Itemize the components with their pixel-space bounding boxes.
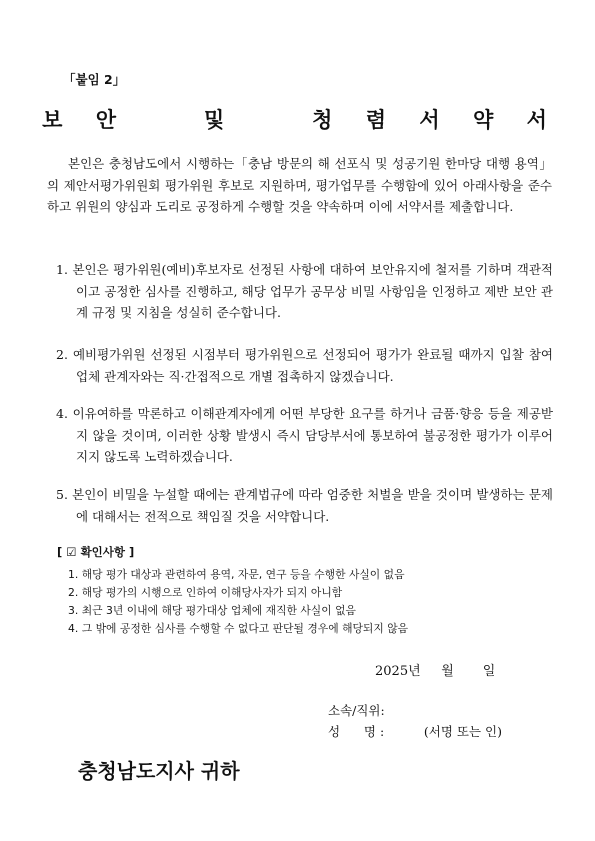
addressee: 충청남도지사 귀하 — [78, 759, 240, 783]
checklist — [68, 566, 408, 638]
checklist-item: 2. 해당 평가의 시행으로 인하여 이해당사자가 되지 아니함 — [68, 586, 343, 599]
affiliation-label: 소속/직위: — [328, 703, 385, 718]
pledge-item-3: 4. 이유여하를 막론하고 이해관계자에게 어떤 부당한 요구를 하거나 금품·향응 등을 제공받지 않을 것이며, 이러한 상황 발생시 즉시 담당부서에 통보하여 불공정한 평가가 이루어지지 않도록 노력하겠습니다. — [56, 406, 553, 465]
checklist-item: 1. 해당 평가 대상과 관련하여 용역, 자문, 연구 등을 수행한 사실이 없음 — [68, 568, 405, 581]
checklist-heading: [ ☑ 확인사항 ] — [57, 545, 135, 559]
document-title: 보 안 및 청 렴 서 약 서 — [42, 108, 553, 132]
pledge-item-4: 5. 본인이 비밀을 누설할 때에는 관계법규에 따라 엄중한 처벌을 받을 것이며 발생하는 문제에 대해서는 전적으로 책임질 것을 서약합니다. — [56, 487, 553, 524]
date-line: 2025년 월 일 — [375, 664, 496, 679]
name-signature-line: 성 명 : (서명 또는 인) — [328, 724, 502, 739]
intro-paragraph: 본인은 충청남도에서 시행하는「충남 방문의 해 선포식 및 성공기원 한마당 대행 용역」의 제안서평가위원회 평가위원 후보로 지원하며, 평가업무를 수행함에 있어 아래사항을 준수하고 위원의 양심과 도리로 공정하게 수행할 것을 약속하며 이에 서약서를 제출합니다. — [47, 156, 552, 215]
pledge-item-1: 1. 본인은 평가위원(예비)후보자로 선정된 사항에 대하여 보안유지에 철저를 기하며 객관적이고 공정한 심사를 진행하고, 해당 업무가 공무상 비밀 사항임을 인정하고 제반 보안 관계 규정 및 지침을 성실히 준수합니다. — [56, 262, 553, 321]
checklist-item: 3. 최근 3년 이내에 해당 평가대상 업체에 재직한 사실이 없음 — [68, 604, 356, 617]
attachment-label: 「붙임 2」 — [63, 72, 126, 87]
checklist-item: 4. 그 밖에 공정한 심사를 수행할 수 없다고 판단될 경우에 해당되지 않음 — [68, 622, 409, 635]
pledge-item-2: 2. 예비평가위원 선정된 시점부터 평가위원으로 선정되어 평가가 완료될 때까지 입찰 참여업체 관계자와는 직·간접적으로 개별 접촉하지 않겠습니다. — [56, 347, 553, 384]
